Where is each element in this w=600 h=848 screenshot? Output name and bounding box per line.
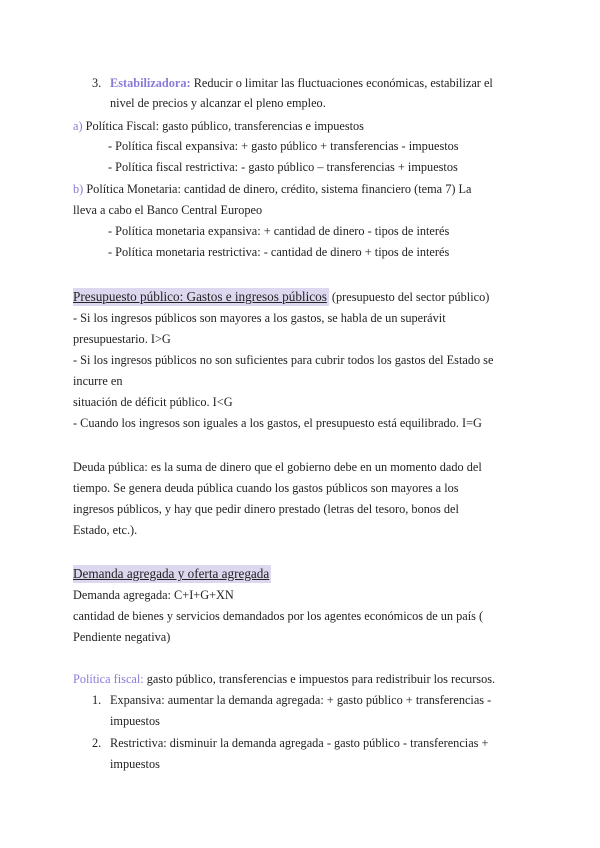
presupuesto-line: - Si los ingresos públicos son mayores a los gastos, se habla de un superávit: [73, 311, 446, 325]
demanda-heading-line: [73, 566, 271, 582]
list-number: 2.: [92, 736, 102, 750]
politica-fiscal-item: Restrictiva: disminuir la demanda agregada - gasto público - transferencias +: [110, 736, 489, 750]
monetaria-title: Política Monetaria: cantidad de dinero, crédito, sistema financiero (tema 7) La: [86, 182, 472, 196]
presupuesto-heading-suffix: (presupuesto del sector público): [331, 290, 490, 304]
presupuesto-line: - Si los ingresos públicos no son suficientes para cubrir todos los gastos del Estado se: [73, 353, 494, 367]
deuda-line: Estado, etc.).: [73, 523, 138, 537]
estabilizadora-label: Estabilizadora:: [110, 76, 191, 90]
deuda-line: tiempo. Se genera deuda pública cuando los gastos públicos son mayores a los: [73, 481, 459, 495]
deuda-line: Deuda pública: es la suma de dinero que el gobierno debe en un momento dado del: [73, 460, 482, 474]
estabilizadora-line-2: nivel de precios y alcanzar el pleno empleo.: [110, 96, 326, 110]
demanda-heading: Demanda agregada y oferta agregada: [73, 566, 270, 581]
presupuesto-heading: Presupuesto público: Gastos e ingresos públicos: [73, 289, 327, 304]
fiscal-title: Política Fiscal: gasto público, transferencias e impuestos: [85, 119, 364, 133]
demanda-line: Demanda agregada: C+I+G+XN: [73, 588, 234, 602]
monetaria-title-line-2: lleva a cabo el Banco Central Europeo: [73, 203, 263, 217]
fiscal-item: - Política fiscal restrictiva: - gasto público – transferencias + impuestos: [108, 160, 458, 174]
politica-fiscal-label: Política fiscal:: [73, 672, 144, 686]
monetaria-item: - Política monetaria restrictiva: - cantidad de dinero + tipos de interés: [108, 245, 450, 259]
fiscal-title-line: [73, 118, 364, 134]
monetaria-marker: b): [73, 182, 84, 196]
politica-fiscal-item: Expansiva: aumentar la demanda agregada: + gasto público + transferencias -: [110, 693, 492, 707]
list-number: 3.: [92, 76, 102, 90]
fiscal-marker: a): [73, 119, 83, 133]
list-number: 1.: [92, 693, 102, 707]
presupuesto-line: presupuestario. I>G: [73, 332, 171, 346]
monetaria-item: - Política monetaria expansiva: + cantidad de dinero - tipos de interés: [108, 224, 450, 238]
estabilizadora-line-1: [110, 75, 493, 91]
demanda-line: cantidad de bienes y servicios demandados por los agentes económicos de un país (: [73, 609, 484, 623]
presupuesto-line: - Cuando los ingresos son iguales a los gastos, el presupuesto está equilibrado. I=G: [73, 416, 482, 430]
deuda-line: ingresos públicos, y hay que pedir dinero prestado (letras del tesoro, bonos del: [73, 502, 459, 516]
politica-fiscal-item-cont: impuestos: [110, 714, 160, 728]
politica-fiscal-item-cont: impuestos: [110, 757, 160, 771]
presupuesto-heading-line: [73, 289, 489, 305]
politica-fiscal-text: gasto público, transferencias e impuestos para redistribuir los recursos.: [146, 672, 496, 686]
politica-fiscal-line: [73, 671, 495, 687]
presupuesto-line: incurre en: [73, 374, 123, 388]
estabilizadora-text: Reducir o limitar las fluctuaciones económicas, estabilizar el: [193, 76, 493, 90]
presupuesto-line: situación de déficit público. I<G: [73, 395, 233, 409]
fiscal-item: - Política fiscal expansiva: + gasto público + transferencias - impuestos: [108, 139, 459, 153]
monetaria-title-line: [73, 181, 471, 197]
demanda-line: Pendiente negativa): [73, 630, 171, 644]
